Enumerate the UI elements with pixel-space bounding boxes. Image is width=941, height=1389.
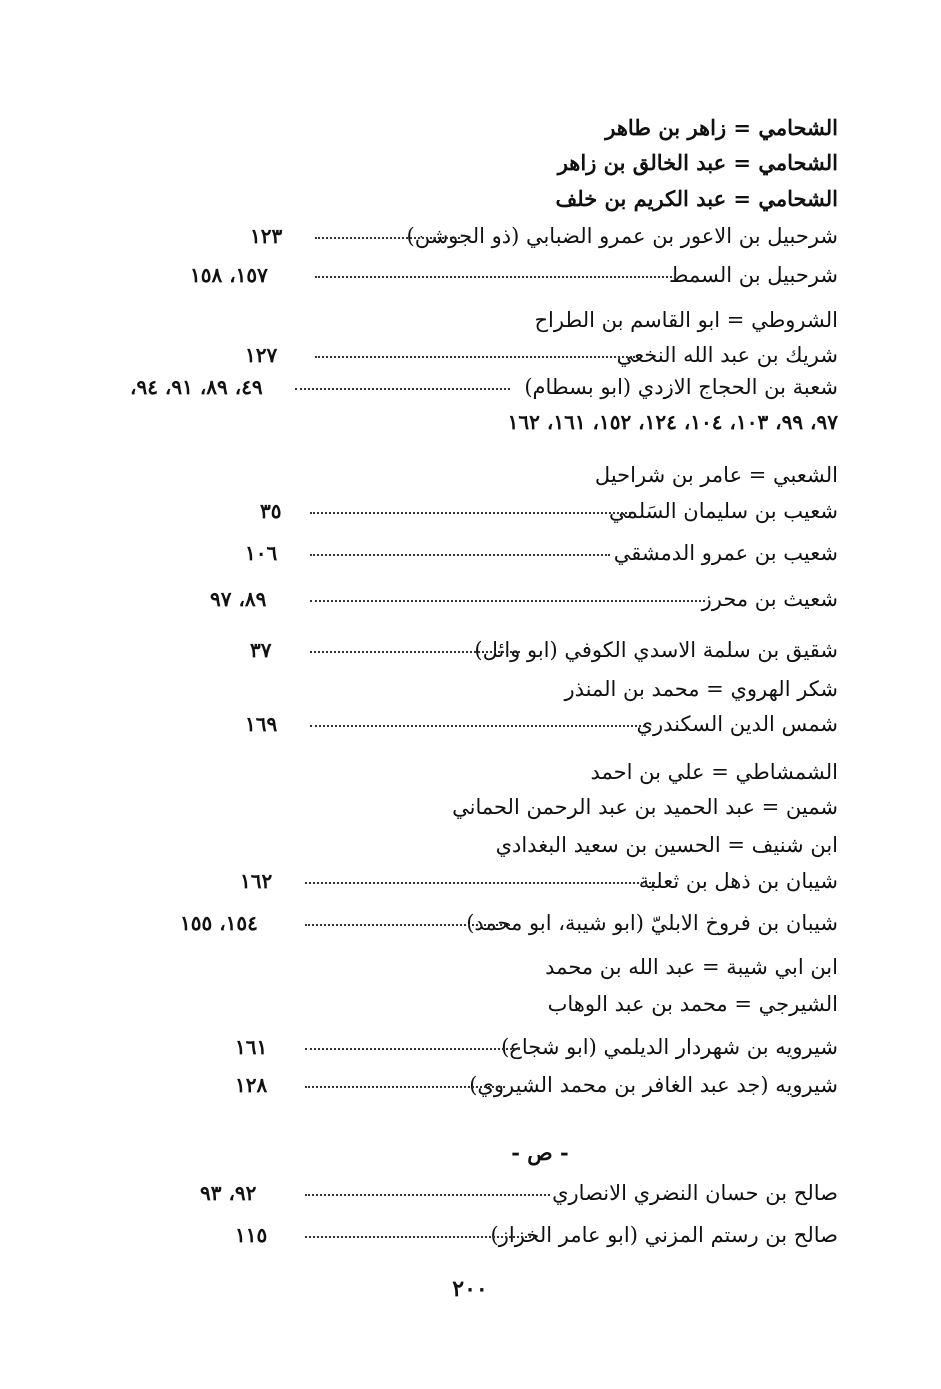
entry-pages: ١٢٣ (250, 224, 283, 248)
entry-pages: ١٢٧ (245, 343, 278, 367)
entry-name: شيبان بن ذهل بن ثعلبة (638, 869, 838, 893)
entry-name: شرحبيل بن الاعور بن عمرو الضبابي (ذو الجوشن) (406, 224, 838, 248)
entry-pages: ١٠٦ (245, 541, 278, 565)
entry-name: الشحامي = عبد الكريم بن خلف (555, 186, 838, 211)
leader-dots (315, 276, 680, 278)
entry-pages-continuation: ٩٧، ٩٩، ١٠٣، ١٠٤، ١٢٤، ١٥٢، ١٦١، ١٦٢ (507, 410, 838, 434)
entry-pages: ٣٥ (260, 499, 282, 523)
index-entry (190, 338, 838, 372)
index-entry (190, 111, 838, 145)
index-entry (190, 1218, 838, 1252)
index-entry (190, 258, 838, 292)
entry-name: الشيرجي = محمد بن عبد الوهاب (547, 992, 838, 1016)
index-entry (130, 370, 838, 404)
entry-pages: ١٥٧، ١٥٨ (190, 263, 268, 287)
leader-dots (305, 1236, 535, 1238)
entry-pages: ١٦٩ (245, 712, 278, 736)
leader-dots (295, 388, 510, 390)
leader-dots (310, 651, 520, 653)
entry-pages: ١٦٢ (240, 869, 273, 893)
entry-name: شيرويه (جد عبد الغافر بن محمد الشيروي) (469, 1073, 838, 1097)
index-entry (190, 536, 838, 570)
entry-name: شريك بن عبد الله النخعي (616, 343, 838, 367)
leader-dots (305, 924, 510, 926)
index-entry (190, 950, 838, 984)
entry-name: شعيب بن عمرو الدمشقي (613, 541, 838, 565)
index-entry (190, 864, 838, 898)
entry-pages: ١٢٨ (235, 1073, 268, 1097)
entry-name: شمين = عبد الحميد بن عبد الرحمن الحماني (452, 795, 838, 819)
entry-name: شيبان بن فروخ الابليّ (ابو شيبة، ابو محمد) (466, 911, 838, 935)
entry-name: شرحبيل بن السمط (669, 263, 838, 287)
leader-dots (305, 1086, 505, 1088)
index-entry (190, 633, 838, 667)
entry-name: الشحامي = عبد الخالق بن زاهر (557, 150, 838, 175)
entry-name: شعيث بن محرز (701, 587, 838, 611)
leader-dots (305, 1048, 520, 1050)
entry-name: ابن ابي شيبة = عبد الله بن محمد (545, 955, 838, 979)
entry-name: الشحامي = زاهر بن طاهر (605, 115, 838, 140)
entry-name: شمس الدين السكندري (636, 712, 838, 736)
index-entry (190, 755, 838, 789)
leader-dots (305, 1194, 550, 1196)
index-entry (190, 146, 838, 180)
entry-name: صالح بن رستم المزني (ابو عامر الخزاز) (490, 1223, 838, 1247)
index-entry (190, 1176, 838, 1210)
entry-name: ابن شنيف = الحسين بن سعيد البغدادي (495, 833, 838, 857)
index-entry (190, 1068, 838, 1102)
entry-name: شعبة بن الحجاج الازدي (ابو بسطام) (524, 375, 838, 399)
index-entry (190, 458, 838, 492)
leader-dots (310, 512, 635, 514)
index-entry (190, 219, 838, 253)
leader-dots (310, 725, 645, 727)
index-entry (190, 987, 838, 1021)
entry-pages: ١٦١ (235, 1035, 268, 1059)
entry-name: شيرويه بن شهردار الديلمي (ابو شجاع) (501, 1035, 838, 1059)
page-number: ٢٠٠ (452, 1276, 488, 1302)
index-entry (190, 494, 838, 528)
entry-name: صالح بن حسان النضري الانصاري (552, 1181, 838, 1205)
index-entry (190, 707, 838, 741)
index-entry (190, 182, 838, 216)
index-entry (190, 582, 838, 616)
entry-name: الشمشاطي = علي بن احمد (590, 760, 838, 784)
section-heading: - ص - (511, 1140, 569, 1165)
entry-pages: ٩٢، ٩٣ (200, 1181, 257, 1205)
leader-dots (310, 600, 705, 602)
index-entry (190, 828, 838, 862)
index-entry (190, 790, 838, 824)
entry-pages: ٤٩، ٨٩، ٩١، ٩٤، (130, 375, 263, 399)
leader-dots (315, 356, 635, 358)
entry-name: الشعبي = عامر بن شراحيل (594, 463, 838, 487)
index-entry (190, 303, 838, 337)
entry-pages: ٣٧ (250, 638, 272, 662)
index-entry (190, 1030, 838, 1064)
index-entry (180, 906, 838, 940)
leader-dots (305, 882, 655, 884)
entry-name: الشروطي = ابو القاسم بن الطراح (534, 308, 838, 332)
leader-dots (310, 554, 610, 556)
entry-pages: ١٥٤، ١٥٥ (180, 911, 258, 935)
entry-name: شعيب بن سليمان السَلمي (609, 499, 838, 523)
entry-name: شقيق بن سلمة الاسدي الكوفي (ابو وائل) (474, 638, 838, 662)
entry-pages: ٨٩، ٩٧ (210, 587, 267, 611)
leader-dots (315, 237, 460, 239)
index-entry (190, 672, 838, 706)
entry-pages: ١١٥ (235, 1223, 268, 1247)
entry-name: شكر الهروي = محمد بن المنذر (564, 677, 838, 701)
